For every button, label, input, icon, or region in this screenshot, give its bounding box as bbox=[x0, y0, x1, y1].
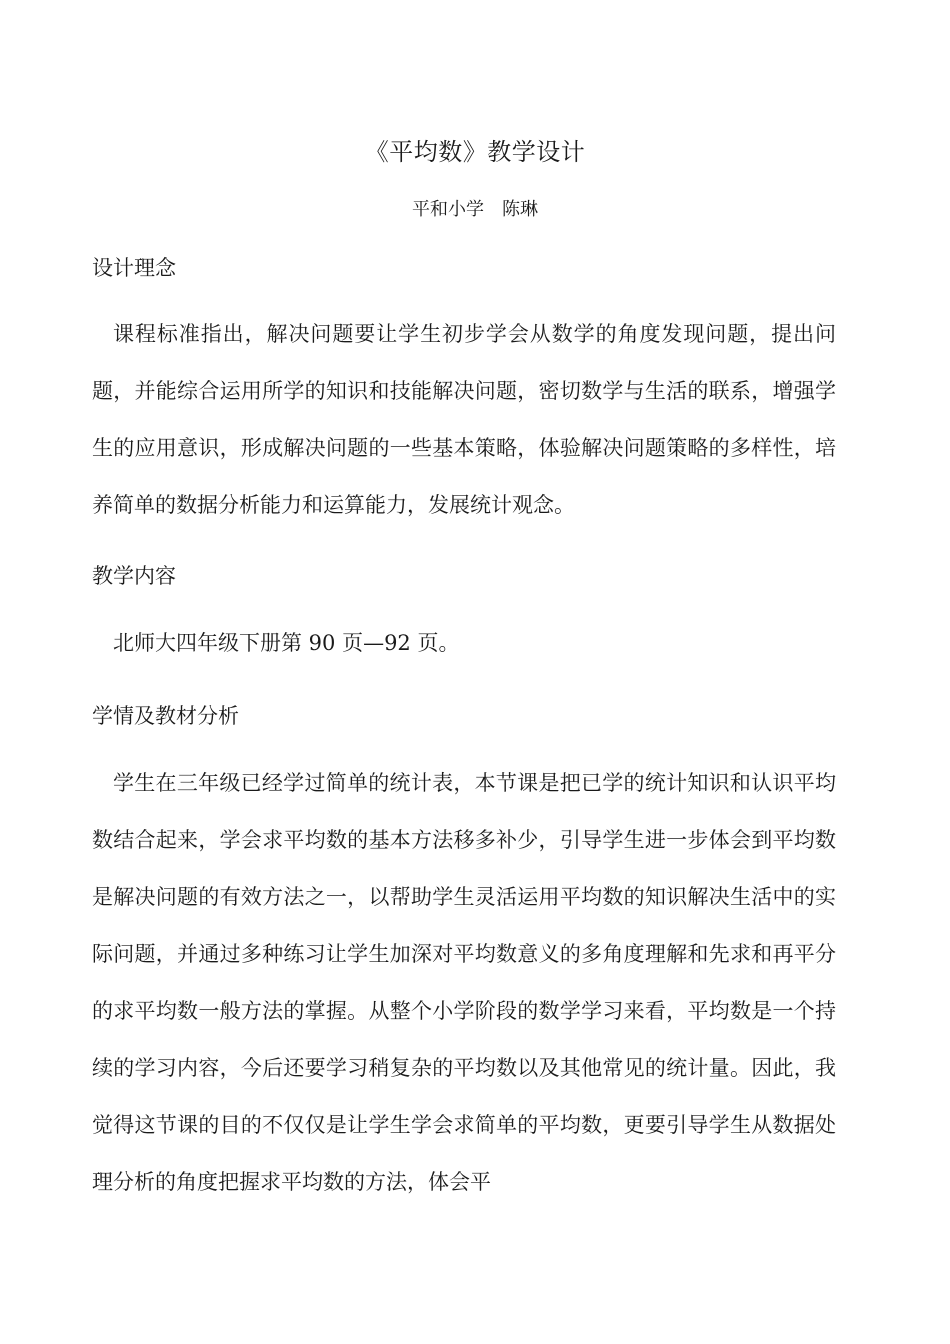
document-title: 《平均数》教学设计 bbox=[364, 138, 586, 166]
section-paragraph-design-concept: 课程标准指出，解决问题要让学生初步学会从数学的角度发现问题，提出问题，并能综合运用所学的知识和技能解决问题，密切数学与生活的联系，增强学生的应用意识，形成解决问题的一些基本策略，体验解决问题策略的多样性，培养简单的数据分析能力和运算能力，发展统计观念。 bbox=[92, 322, 836, 517]
section-heading-student-analysis: 学情及教材分析 bbox=[92, 704, 239, 728]
section-paragraph-student-analysis: 学生在三年级已经学过简单的统计表，本节课是把已学的统计知识和认识平均数结合起来，学会求平均数的基本方法移多补少，引导学生进一步体会到平均数是解决问题的有效方法之一，以帮助学生灵活运用平均数的知识解决生活中的实际问题，并通过多种练习让学生加深对平均数意义的多角度理解和先求和再平分的求平均数一般方法的掌握。从整个小学阶段的数学学习来看，平均数是一个持续的学习内容，今后还要学习稍复杂的平均数以及其他常见的统计量。因此，我觉得这节课的目的不仅仅是让学生学会求简单的平均数，更要引导学生从数据处理分析的角度把握求平均数的方法，体会平 bbox=[92, 771, 836, 1194]
section-heading-design-concept: 设计理念 bbox=[92, 256, 176, 280]
author-line: 平和小学 陈琳 bbox=[412, 199, 538, 220]
section-paragraph-teaching-content: 北师大四年级下册第 90 页—92 页。 bbox=[113, 631, 460, 655]
section-heading-teaching-content: 教学内容 bbox=[92, 564, 176, 588]
